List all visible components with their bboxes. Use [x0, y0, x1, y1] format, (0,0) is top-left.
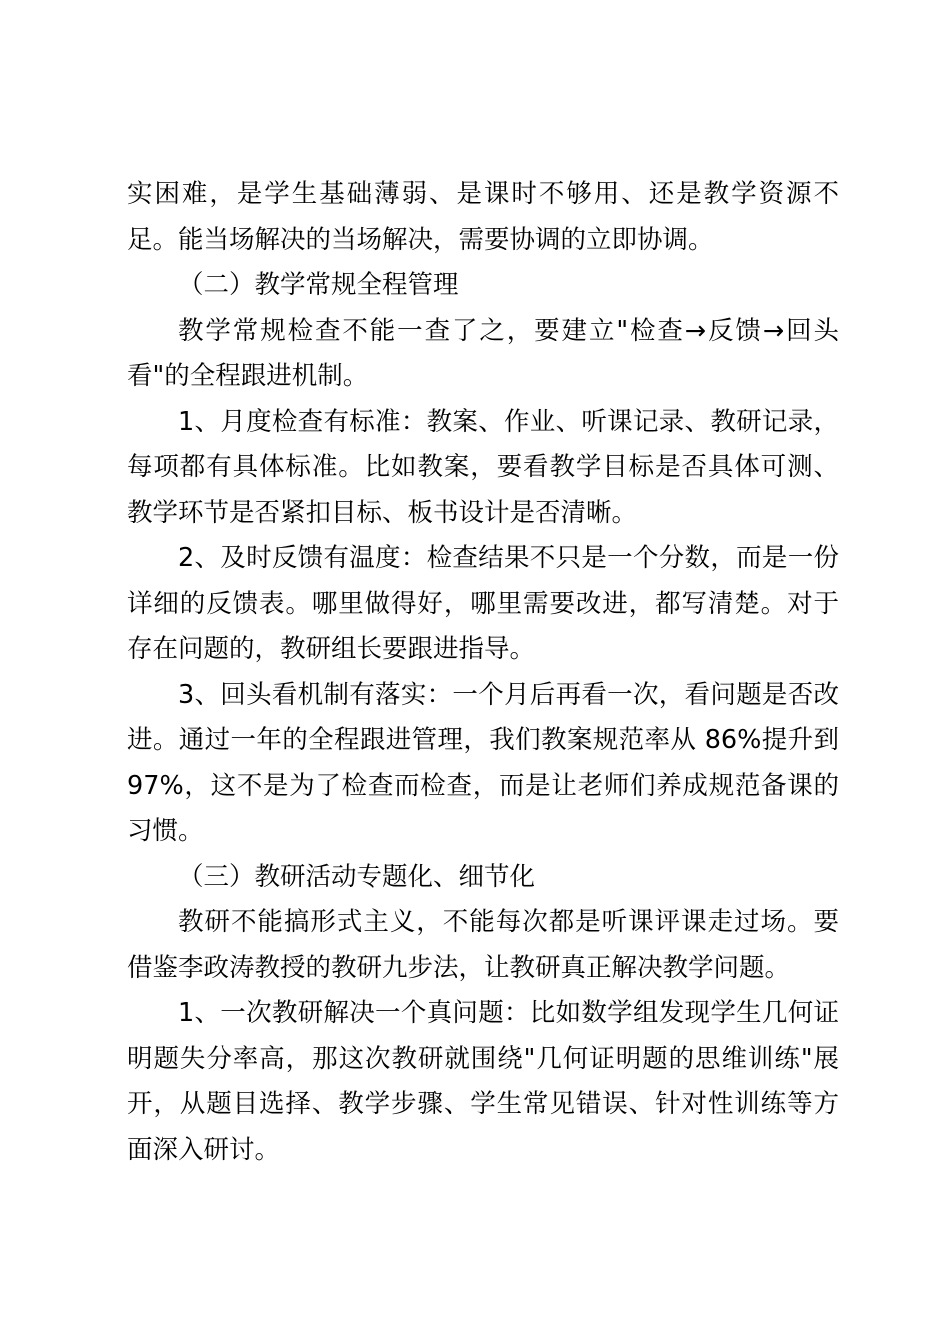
paragraph-feedback: 2、及时反馈有温度：检查结果不只是一个分数，而是一份详细的反馈表。哪里做得好，哪里需要改进，都写清楚。对于存在问题的，教研组长要跟进指导。 — [127, 543, 839, 664]
document-body — [127, 172, 839, 1173]
paragraph-continuation: 实困难，是学生基础薄弱、是课时不够用、还是教学资源不足。能当场解决的当场解决，需要协调的立即协调。 — [127, 179, 839, 255]
paragraph-review-mechanism: 3、回头看机制有落实：一个月后再看一次，看问题是否改进。通过一年的全程跟进管理，我们教案规范率从 86%提升到 97%，这不是为了检查而检查，而是让老师们养成规范备课的习惯。 — [127, 679, 839, 846]
paragraph-research-intro: 教研不能搞形式主义，不能每次都是听课评课走过场。要借鉴李政涛教授的教研九步法，让教研真正解决教学问题。 — [127, 907, 839, 983]
paragraph-one-problem: 1、一次教研解决一个真问题：比如数学组发现学生几何证明题失分率高，那这次教研就围绕"几何证明题的思维训练"展开，从题目选择、教学步骤、学生常见错误、针对性训练等方面深入研讨。 — [127, 998, 839, 1165]
section-heading-3: （三）教研活动专题化、细节化 — [178, 861, 536, 892]
paragraph-monthly-check: 1、月度检查有标准：教案、作业、听课记录、教研记录，每项都有具体标准。比如教案，要看教学目标是否具体可测、教学环节是否紧扣目标、板书设计是否清晰。 — [127, 406, 839, 528]
section-heading-2: （二）教学常规全程管理 — [178, 270, 459, 300]
paragraph-routine-intro: 教学常规检查不能一查了之，要建立"检查→反馈→回头看"的全程跟进机制。 — [127, 315, 839, 391]
